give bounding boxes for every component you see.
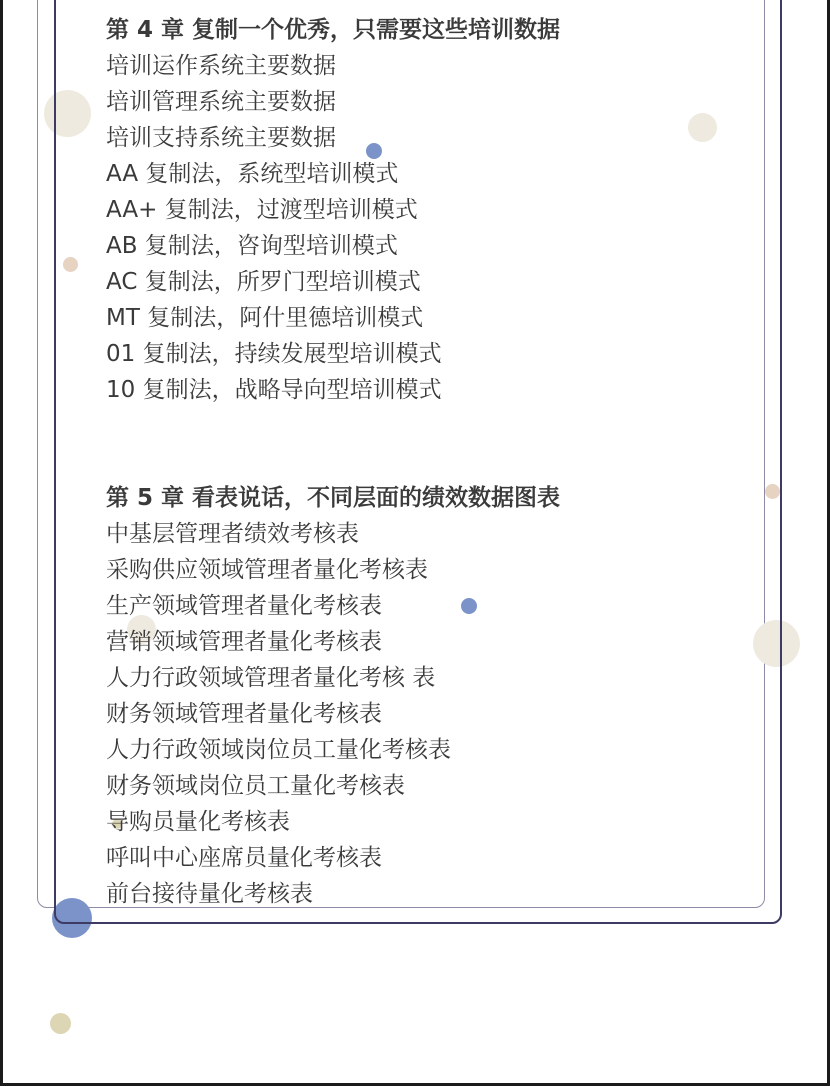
list-item: 中基层管理者绩效考核表: [106, 521, 359, 547]
chapter-title: 第 4 章 复制一个优秀，只需要这些培训数据: [106, 17, 561, 43]
list-item: 采购供应领域管理者量化考核表: [106, 557, 428, 583]
list-item: 呼叫中心座席员量化考核表: [106, 845, 382, 871]
list-item: AA+ 复制法，过渡型培训模式: [106, 197, 418, 223]
list-item: 营销领域管理者量化考核表: [106, 629, 382, 655]
list-item: AC 复制法，所罗门型培训模式: [106, 269, 421, 295]
list-item: 10 复制法，战略导向型培训模式: [106, 377, 442, 403]
list-item: 培训管理系统主要数据: [106, 89, 336, 115]
list-item: 财务领域管理者量化考核表: [106, 701, 382, 727]
decorative-dot: [50, 1013, 71, 1034]
list-item: 财务领域岗位员工量化考核表: [106, 773, 405, 799]
list-item: 培训支持系统主要数据: [106, 125, 336, 151]
list-item: AB 复制法，咨询型培训模式: [106, 233, 398, 259]
list-item: 前台接待量化考核表: [106, 881, 313, 907]
content-frame: [54, 0, 782, 924]
list-item: 导购员量化考核表: [106, 809, 290, 835]
list-item: MT 复制法，阿什里德培训模式: [106, 305, 424, 331]
list-item: AA 复制法，系统型培训模式: [106, 161, 399, 187]
list-item: 人力行政领域岗位员工量化考核表: [106, 737, 451, 763]
list-item: 人力行政领域管理者量化考核 表: [106, 665, 436, 691]
chapter-title: 第 5 章 看表说话，不同层面的绩效数据图表: [106, 485, 561, 511]
list-item: 生产领域管理者量化考核表: [106, 593, 382, 619]
list-item: 01 复制法，持续发展型培训模式: [106, 341, 442, 367]
list-item: 培训运作系统主要数据: [106, 53, 336, 79]
